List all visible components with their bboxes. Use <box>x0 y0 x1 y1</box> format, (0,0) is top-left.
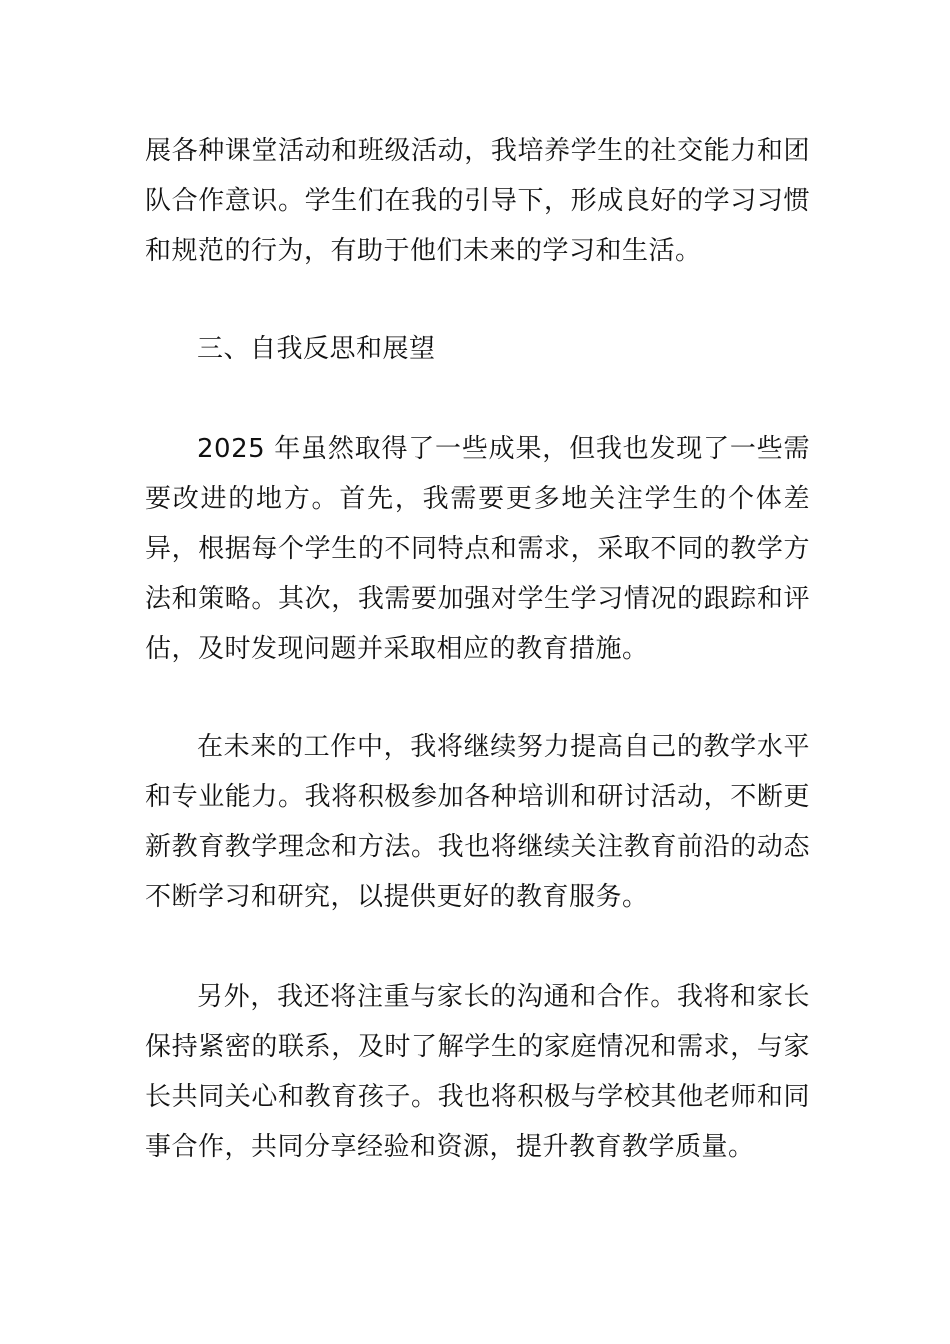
paragraph-reflection: 2025 年虽然取得了一些成果，但我也发现了一些需要改进的地方。首先，我需要更多地关注学生的个体差异，根据每个学生的不同特点和需求，采取不同的教学方法和策略。其次，我需要加强对学生学习情况的跟踪和评估，及时发现问题并采取相应的教育措施。 <box>145 434 810 664</box>
paragraph-parent-communication: 另外，我还将注重与家长的沟通和合作。我将和家长保持紧密的联系，及时了解学生的家庭情况和需求，与家长共同关心和教育孩子。我也将积极与学校其他老师和同事合作，共同分享经验和资源，提升教育教学质量。 <box>145 982 810 1162</box>
section-heading: 三、自我反思和展望 <box>197 334 436 364</box>
paragraph-future-work: 在未来的工作中，我将继续努力提高自己的教学水平和专业能力。我将积极参加各种培训和研讨活动，不断更新教育教学理念和方法。我也将继续关注教育前沿的动态不断学习和研究，以提供更好的教育服务。 <box>145 732 810 912</box>
continued-paragraph: 展各种课堂活动和班级活动，我培养学生的社交能力和团队合作意识。学生们在我的引导下，形成良好的学习习惯和规范的行为，有助于他们未来的学习和生活。 <box>145 136 810 266</box>
